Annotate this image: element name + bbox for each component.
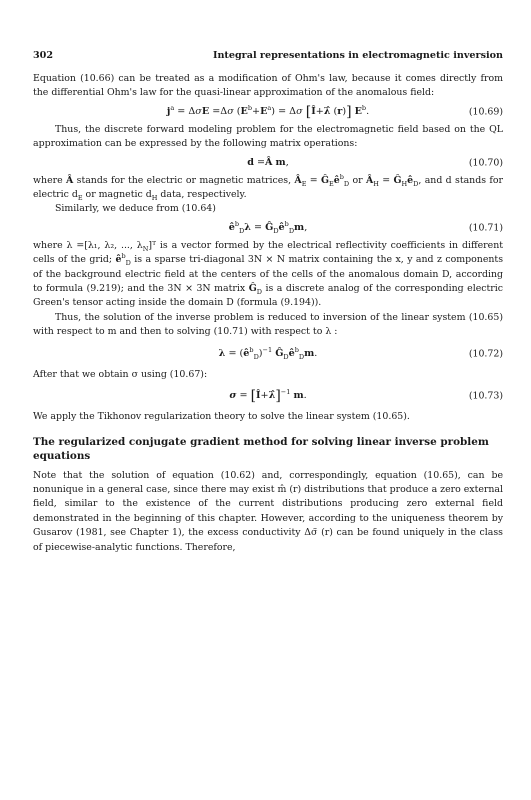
running-title: Integral representations in electromagnetic inversion (212, 50, 503, 61)
equation-body: d =Â m, (247, 157, 289, 169)
paragraph-similarly: Similarly, we deduce from (10.64) (55, 203, 216, 215)
paragraph-reflectivity: where λ =[λ₁, λ₂, ..., $\lambda_N]ᵀ$ is a vector formed by the electrical reflectivity coefficients in different cells of the grid; $ê^b_D$ is a sparse tri-diagonal 3N × N matrix containing the x, y and z components of the background electric field at the centers of the cells of the anomalous domain D, according to formula (9.219); and the 3N × 3N matrix $Ĝ_D$ is a discrete analog of the corresponding electric Green's tensor acting inside the domain D (formula (9.194)). (33, 239, 504, 309)
paragraph-forward-modeling: Thus, the discrete forward modeling problem for the electromagnetic field based on the QL approximation can be expressed by the following matrix operations: (33, 123, 503, 150)
paragraph-nonuniqueness: Note that the solution of equation (10.62) and, correspondingly, equation (10.65), can be nonunique in a general case, since there may exist m̂ (r) distributions that produce a zero external field, similar to the existence of the current distributions producing zero external field demonstrated in the beginning of this chapter. However, according to the uniqueness theorem by Gusarov (1981, see Chapter 1), the excess conductivity Δσ̃ (r) can be found uniquely in the class of piecewise-analytic functions. Therefore, (33, 469, 503, 553)
running-head (33, 50, 503, 66)
paragraph-matrix-definitions: where Â stands for the electric or magnetic matrices, $Â_E$ = $Ĝ_Eê^b_D$ or $Â_H$ = $Ĝ_Hê_D$, and d stands for electric $d_E$ or magnetic $d_H$ data, respectively. (33, 172, 503, 202)
equation-body: σ = [Î+λ̂]$^{-1}$ m. (229, 387, 307, 405)
page (33, 50, 503, 555)
page-number: 302 (33, 50, 54, 61)
section-heading: The regularized conjugate gradient method for solving linear inverse problem equations (33, 435, 489, 462)
equation-body: $\lambda = (ê^b_D)^{-1}$ $Ĝ_Dê^b_Dm$. (218, 346, 318, 362)
equation-10-73 (33, 382, 503, 410)
equation-body: $ê^b_D\lambda$ = $Ĝ_Dê^b_Dm$, (228, 220, 308, 236)
paragraph-inverse-solution: Thus, the solution of the inverse problem is reduced to inversion of the linear system (10.65) with respect to m and then to solving (10.71) with respect to λ : (33, 311, 503, 338)
equation-body: $j^a = \Delta\sigma E =\Delta\sigma$ $(E^b+E^a) = \Delta\sigma$ [Î+λ̂ (r)] $E^b$. (166, 103, 370, 120)
equation-number: (10.72) (468, 348, 503, 360)
equation-10-70 (33, 152, 503, 174)
paragraph-tikhonov: We apply the Tikhonov regularization theory to solve the linear system (10.65). (33, 411, 410, 423)
paragraph-obtain-sigma: After that we obtain σ using (10.67): (33, 368, 208, 380)
equation-number: (10.73) (468, 390, 503, 402)
equation-10-71 (33, 217, 503, 239)
equation-number: (10.70) (468, 157, 503, 169)
equation-10-69 (33, 101, 503, 123)
equation-number: (10.71) (468, 222, 503, 234)
paragraph-ohms-law: Equation (10.66) can be treated as a modification of Ohm's law, because it comes directly from the differential Ohm's law for the quasi-linear approximation of the anomalous field: (33, 73, 503, 99)
equation-number: (10.69) (468, 106, 503, 118)
equation-10-72 (33, 340, 503, 368)
